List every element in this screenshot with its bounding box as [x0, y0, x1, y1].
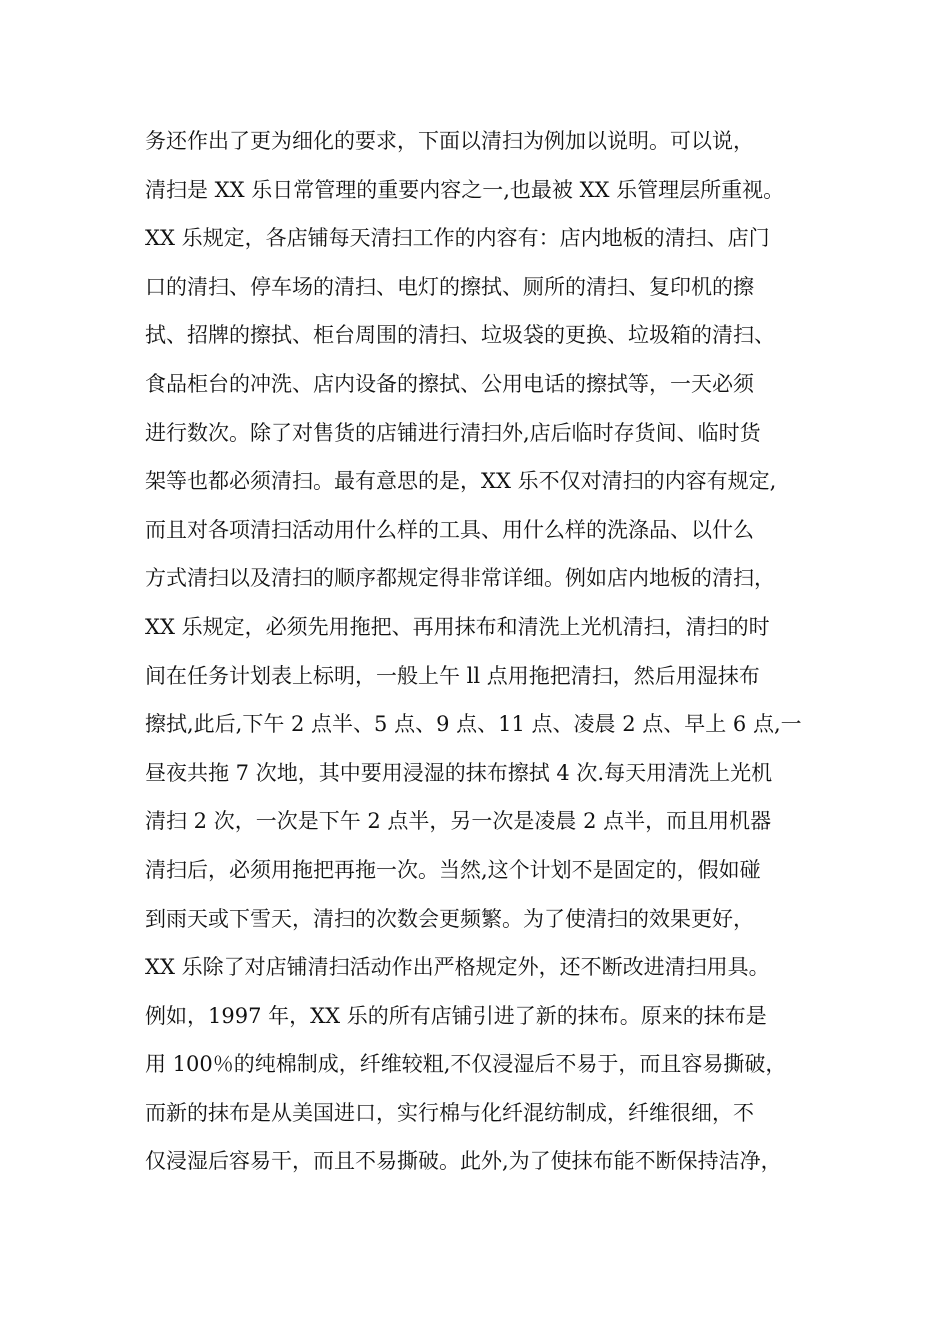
text-line-21: 而新的抹布是从美国进口，实行棉与化纤混纺制成，纤维很细，不: [145, 1100, 754, 1125]
text-line-9: 而且对各项清扫活动用什么样的工具、用什么样的洗涤品、以什么: [145, 517, 754, 542]
text-line-19: 例如，1997 年，XX 乐的所有店铺引进了新的抹布。原来的抹布是: [145, 1003, 767, 1028]
text-line-14: 昼夜共拖 7 次地，其中要用浸湿的抹布擦拭 4 次.每天用清洗上光机: [145, 760, 773, 785]
text-line-10: 方式清扫以及清扫的顺序都规定得非常详细。例如店内地板的清扫，: [145, 566, 775, 591]
text-line-20: 用 100％的纯棉制成，纤维较粗,不仅浸湿后不易于，而且容易撕破，: [145, 1052, 787, 1077]
text-line-22: 仅浸湿后容易干，而且不易撕破。此外,为了使抹布能不断保持洁净，: [145, 1149, 782, 1174]
text-line-2: 清扫是 XX 乐日常管理的重要内容之一,也最被 XX 乐管理层所重视。: [145, 177, 785, 202]
text-line-12: 间在任务计划表上标明，一般上午 ll 点用拖把清扫，然后用湿抹布: [145, 663, 760, 688]
text-line-4: 口的清扫、停车场的清扫、电灯的擦拭、厕所的清扫、复印机的擦: [145, 274, 754, 299]
text-line-13: 擦拭,此后,下午 2 点半、5 点、9 点、11 点、凌晨 2 点、早上 6 点,一: [145, 712, 802, 737]
text-line-3: XX 乐规定，各店铺每天清扫工作的内容有：店内地板的清扫、店门: [145, 226, 770, 251]
text-line-15: 清扫 2 次，一次是下午 2 点半，另一次是凌晨 2 点半，而且用机器: [145, 809, 772, 834]
text-line-5: 拭、招牌的擦拭、柜台周围的清扫、垃圾袋的更换、垃圾箱的清扫、: [145, 323, 775, 348]
text-line-18: XX 乐除了对店铺清扫活动作出严格规定外，还不断改进清扫用具。: [145, 955, 770, 980]
text-line-11: XX 乐规定，必须先用拖把、再用抹布和清洗上光机清扫，清扫的时: [145, 614, 770, 639]
body-text: [145, 117, 835, 1186]
text-line-6: 食品柜台的冲洗、店内设备的擦拭、公用电话的擦拭等，一天必须: [145, 371, 754, 396]
text-line-7: 进行数次。除了对售货的店铺进行清扫外,店后临时存货间、临时货: [145, 420, 761, 445]
text-line-17: 到雨天或下雪天，清扫的次数会更频繁。为了使清扫的效果更好，: [145, 906, 754, 931]
text-line-16: 清扫后，必须用拖把再拖一次。当然,这个计划不是固定的，假如碰: [145, 857, 761, 882]
text-line-8: 架等也都必须清扫。最有意思的是，XX 乐不仅对清扫的内容有规定,: [145, 469, 777, 494]
text-line-1: 务还作出了更为细化的要求，下面以清扫为例加以说明。可以说，: [145, 129, 754, 153]
